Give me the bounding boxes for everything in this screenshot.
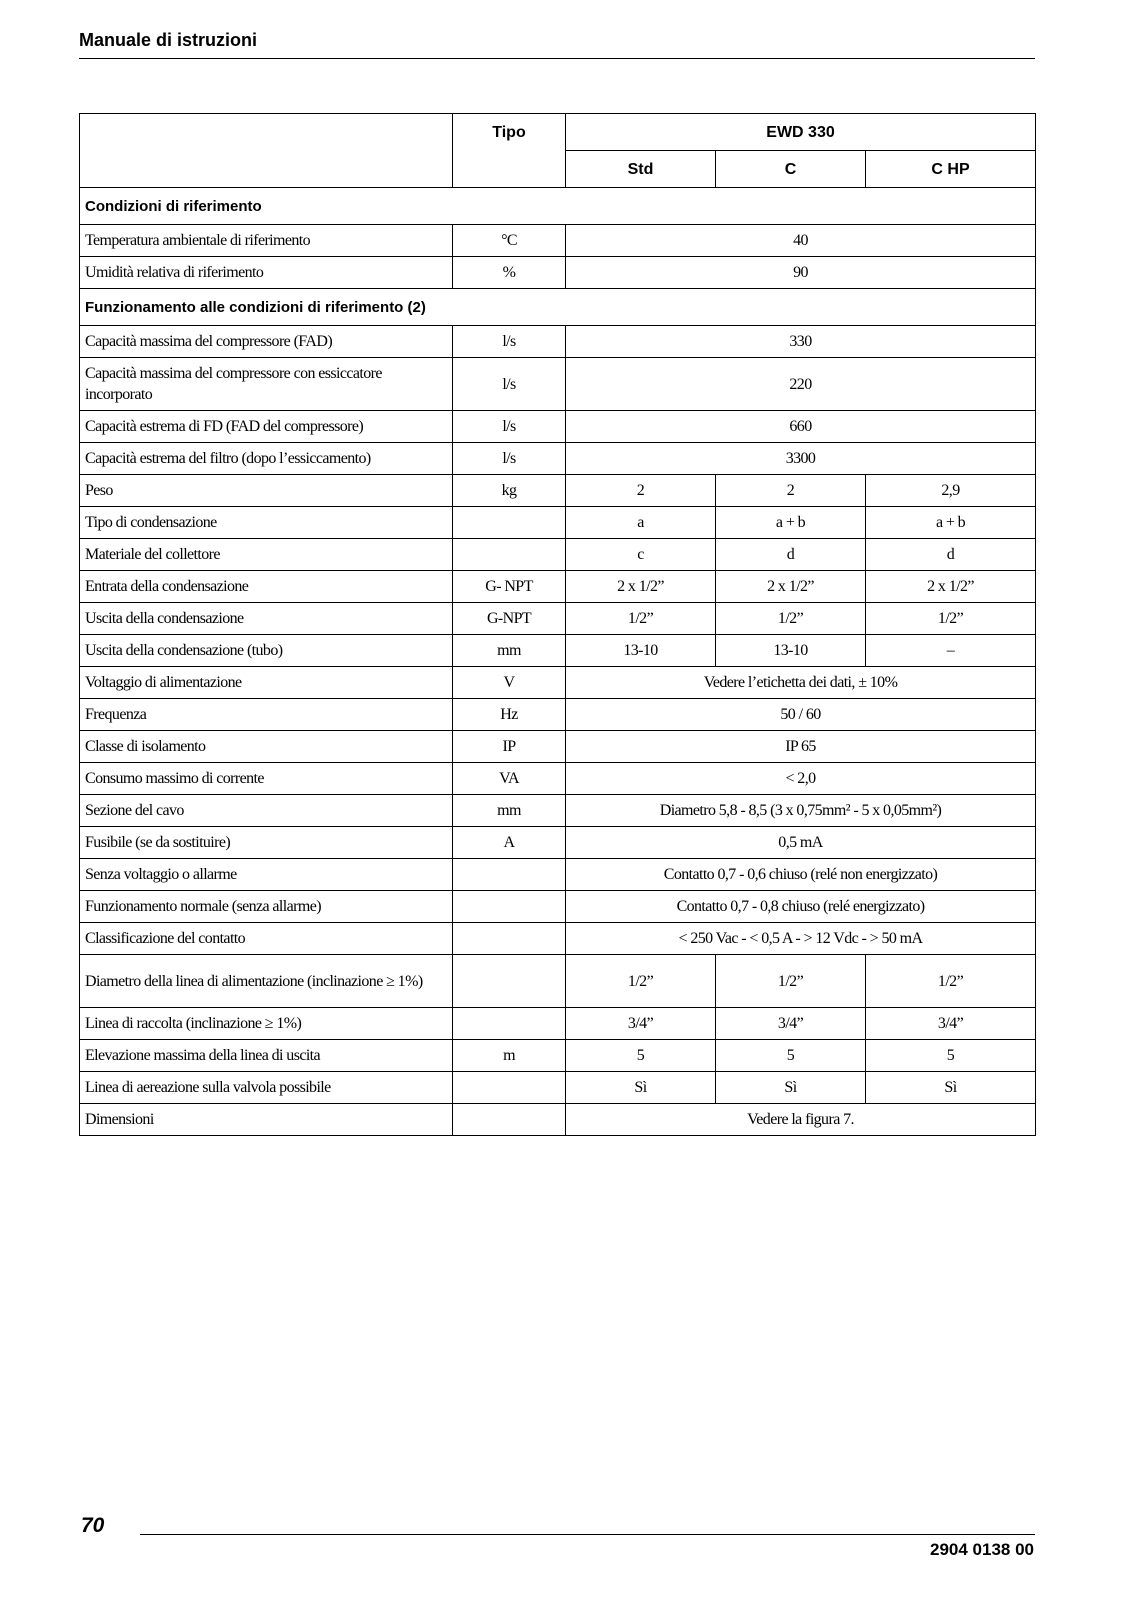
variant-header: Std	[566, 151, 716, 188]
row-value: Diametro 5,8 - 8,5 (3 x 0,75mm² - 5 x 0,05mm²)	[566, 795, 1036, 827]
row-value: 13-10	[716, 635, 866, 667]
row-label: Linea di raccolta (inclinazione ≥ 1%)	[80, 1008, 453, 1040]
row-label: Voltaggio di alimentazione	[80, 667, 453, 699]
table-row	[80, 1040, 1036, 1072]
row-value: 3/4”	[716, 1008, 866, 1040]
row-label: Sezione del cavo	[80, 795, 453, 827]
row-value: Contatto 0,7 - 0,8 chiuso (relé energizzato)	[566, 891, 1036, 923]
row-value: Sì	[566, 1072, 716, 1104]
table-row	[80, 891, 1036, 923]
section-row	[80, 289, 1036, 326]
row-label: Uscita della condensazione (tubo)	[80, 635, 453, 667]
row-value: c	[566, 539, 716, 571]
row-value: 40	[566, 225, 1036, 257]
document-code: 2904 0138 00	[930, 1540, 1034, 1559]
header-rule	[79, 58, 1035, 59]
row-value: 90	[566, 257, 1036, 289]
row-label: Capacità estrema di FD (FAD del compressore)	[80, 411, 453, 443]
table-row	[80, 443, 1036, 475]
section-title: Funzionamento alle condizioni di riferimento (2)	[80, 289, 1036, 326]
row-value: –	[866, 635, 1036, 667]
variant-header: C HP	[866, 151, 1036, 188]
spec-table	[79, 113, 1036, 1136]
row-value: < 250 Vac - < 0,5 A - > 12 Vdc - > 50 mA	[566, 923, 1036, 955]
row-value: 5	[866, 1040, 1036, 1072]
row-unit: l/s	[453, 358, 566, 411]
table-row	[80, 955, 1036, 1008]
table-row	[80, 411, 1036, 443]
row-unit: A	[453, 827, 566, 859]
table-row	[80, 859, 1036, 891]
row-unit: °C	[453, 225, 566, 257]
row-value: Sì	[716, 1072, 866, 1104]
row-unit	[453, 859, 566, 891]
row-value: 2	[716, 475, 866, 507]
row-label: Frequenza	[80, 699, 453, 731]
row-value: 13-10	[566, 635, 716, 667]
row-unit: G-NPT	[453, 603, 566, 635]
row-unit: IP	[453, 731, 566, 763]
row-value: 3/4”	[566, 1008, 716, 1040]
row-label: Consumo massimo di corrente	[80, 763, 453, 795]
row-value: 660	[566, 411, 1036, 443]
row-unit: V	[453, 667, 566, 699]
type-header: Tipo	[453, 114, 566, 188]
row-label: Capacità estrema del filtro (dopo l’essiccamento)	[80, 443, 453, 475]
table-row	[80, 827, 1036, 859]
row-value: 1/2”	[566, 955, 716, 1008]
row-label: Senza voltaggio o allarme	[80, 859, 453, 891]
row-unit: m	[453, 1040, 566, 1072]
section-title: Condizioni di riferimento	[80, 188, 1036, 225]
table-row	[80, 539, 1036, 571]
row-value: 50 / 60	[566, 699, 1036, 731]
variant-header: C	[716, 151, 866, 188]
row-value: 220	[566, 358, 1036, 411]
table-row	[80, 358, 1036, 411]
header-title: Manuale di istruzioni	[79, 30, 258, 50]
row-unit: mm	[453, 635, 566, 667]
row-unit: l/s	[453, 443, 566, 475]
row-value: 330	[566, 326, 1036, 358]
model-header: EWD 330	[566, 114, 1036, 151]
table-row	[80, 571, 1036, 603]
row-value: 3/4”	[866, 1008, 1036, 1040]
row-label: Capacità massima del compressore (FAD)	[80, 326, 453, 358]
table-row	[80, 603, 1036, 635]
table-row	[80, 1072, 1036, 1104]
row-value: Sì	[866, 1072, 1036, 1104]
row-value: Vedere la figura 7.	[566, 1104, 1036, 1136]
page-number: 70	[81, 1514, 105, 1537]
row-unit: VA	[453, 763, 566, 795]
row-label: Materiale del collettore	[80, 539, 453, 571]
row-value: 1/2”	[716, 603, 866, 635]
row-label: Tipo di condensazione	[80, 507, 453, 539]
row-value: 2 x 1/2”	[866, 571, 1036, 603]
table-row	[80, 667, 1036, 699]
row-unit: Hz	[453, 699, 566, 731]
row-value: IP 65	[566, 731, 1036, 763]
row-label: Capacità massima del compressore con essiccatore incorporato	[80, 358, 453, 411]
row-unit: l/s	[453, 411, 566, 443]
row-value: Vedere l’etichetta dei dati, ± 10%	[566, 667, 1036, 699]
row-label: Peso	[80, 475, 453, 507]
row-value: a + b	[716, 507, 866, 539]
row-value: 1/2”	[566, 603, 716, 635]
row-label: Umidità relativa di riferimento	[80, 257, 453, 289]
row-label: Dimensioni	[80, 1104, 453, 1136]
table-row	[80, 795, 1036, 827]
row-label: Uscita della condensazione	[80, 603, 453, 635]
row-unit: l/s	[453, 326, 566, 358]
row-value: 1/2”	[866, 955, 1036, 1008]
row-label: Funzionamento normale (senza allarme)	[80, 891, 453, 923]
row-unit: %	[453, 257, 566, 289]
table-row	[80, 1008, 1036, 1040]
table-row	[80, 475, 1036, 507]
table-row	[80, 763, 1036, 795]
row-value: 1/2”	[866, 603, 1036, 635]
table-row	[80, 699, 1036, 731]
row-value: 1/2”	[716, 955, 866, 1008]
row-value: < 2,0	[566, 763, 1036, 795]
row-value: 2 x 1/2”	[716, 571, 866, 603]
row-value: d	[866, 539, 1036, 571]
row-label: Diametro della linea di alimentazione (inclinazione ≥ 1%)	[80, 955, 453, 1008]
row-value: 5	[716, 1040, 866, 1072]
row-unit: G- NPT	[453, 571, 566, 603]
table-row	[80, 257, 1036, 289]
table-row	[80, 225, 1036, 257]
row-unit	[453, 891, 566, 923]
table-row	[80, 635, 1036, 667]
row-unit	[453, 955, 566, 1008]
table-row	[80, 731, 1036, 763]
table-row	[80, 507, 1036, 539]
row-value: Contatto 0,7 - 0,6 chiuso (relé non energizzato)	[566, 859, 1036, 891]
row-value: a + b	[866, 507, 1036, 539]
row-value: 3300	[566, 443, 1036, 475]
row-label: Entrata della condensazione	[80, 571, 453, 603]
section-row	[80, 188, 1036, 225]
row-value: 2,9	[866, 475, 1036, 507]
row-label: Classificazione del contatto	[80, 923, 453, 955]
row-unit	[453, 1072, 566, 1104]
row-label: Classe di isolamento	[80, 731, 453, 763]
row-unit	[453, 507, 566, 539]
row-unit	[453, 923, 566, 955]
table-row	[80, 923, 1036, 955]
table-row	[80, 326, 1036, 358]
row-value: d	[716, 539, 866, 571]
row-label: Elevazione massima della linea di uscita	[80, 1040, 453, 1072]
row-unit	[453, 539, 566, 571]
row-unit: mm	[453, 795, 566, 827]
table-row	[80, 114, 1036, 151]
empty-header-cell	[80, 114, 453, 188]
footer-rule	[140, 1534, 1035, 1535]
row-value: a	[566, 507, 716, 539]
row-value: 2	[566, 475, 716, 507]
row-value: 0,5 mA	[566, 827, 1036, 859]
row-value: 5	[566, 1040, 716, 1072]
row-label: Fusibile (se da sostituire)	[80, 827, 453, 859]
row-label: Linea di aereazione sulla valvola possibile	[80, 1072, 453, 1104]
row-label: Temperatura ambientale di riferimento	[80, 225, 453, 257]
row-unit	[453, 1104, 566, 1136]
row-value: 2 x 1/2”	[566, 571, 716, 603]
row-unit: kg	[453, 475, 566, 507]
row-unit	[453, 1008, 566, 1040]
table-row	[80, 1104, 1036, 1136]
